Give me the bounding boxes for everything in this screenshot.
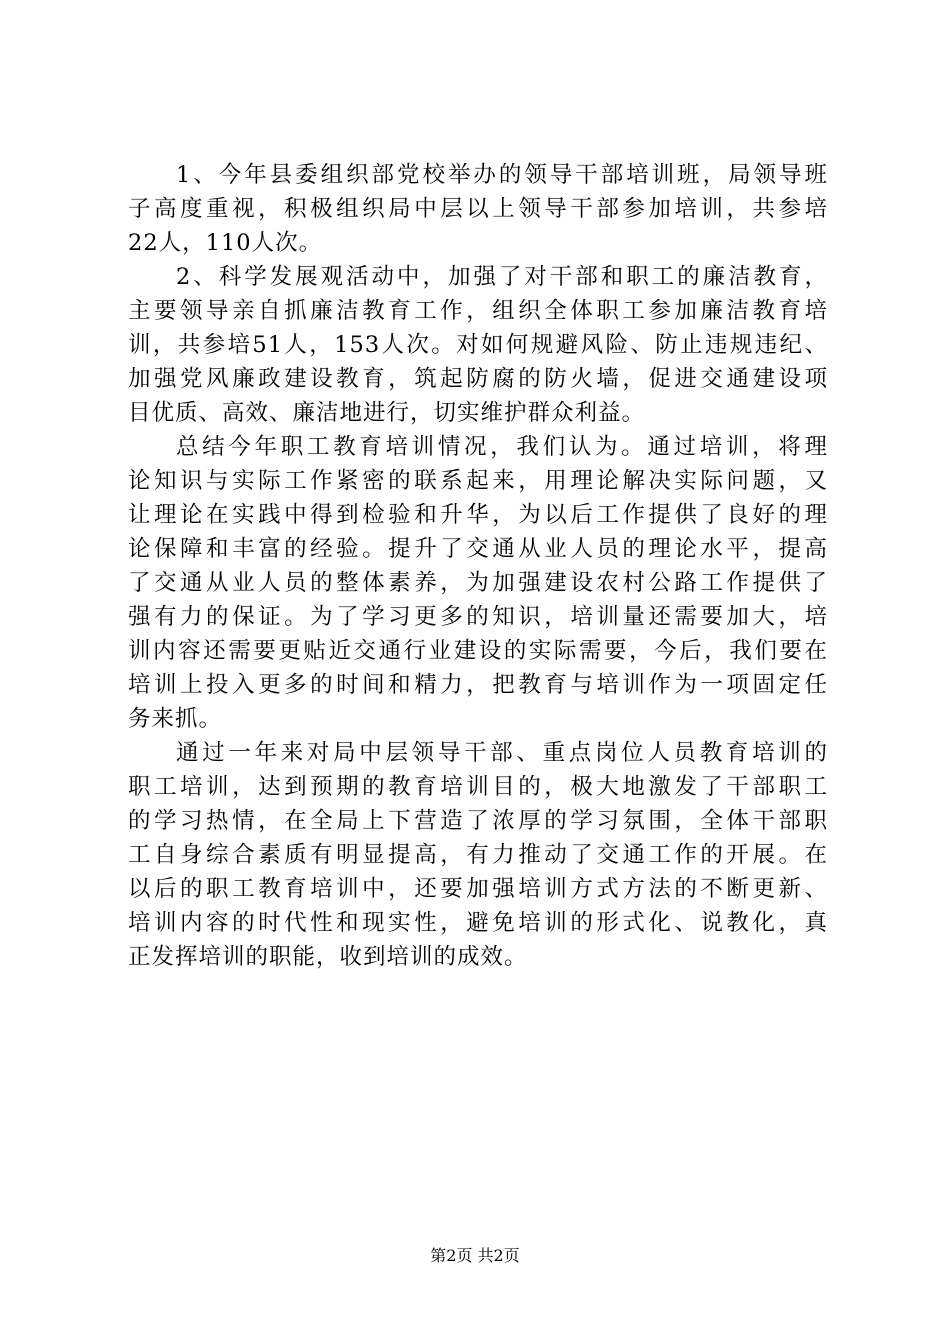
paragraph-line: 子高度重视，积极组织局中层以上领导干部参加培训，共参培 bbox=[128, 196, 828, 222]
paragraph-line: 工自身综合素质有明显提高，有力推动了交通工作的开展。在 bbox=[128, 842, 828, 868]
paragraph-line: 目优质、高效、廉洁地进行，切实维护群众利益。 bbox=[128, 400, 646, 426]
paragraph-line: 务来抓。 bbox=[128, 706, 223, 732]
paragraph-line: 22人，110人次。 bbox=[128, 230, 323, 256]
paragraph-line: 主要领导亲自抓廉洁教育工作，组织全体职工参加廉洁教育培 bbox=[128, 298, 828, 324]
paragraph-1 bbox=[128, 158, 828, 260]
paragraph-line: 培训内容的时代性和现实性，避免培训的形式化、说教化，真 bbox=[128, 910, 828, 936]
page-number-footer: 第2页 共2页 bbox=[430, 1246, 520, 1265]
paragraph-4 bbox=[128, 736, 828, 974]
paragraph-line: 的学习热情，在全局上下营造了浓厚的学习氛围，全体干部职 bbox=[128, 808, 828, 834]
paragraph-line: 1、今年县委组织部党校举办的领导干部培训班，局领导班 bbox=[176, 162, 828, 188]
document-body bbox=[128, 158, 828, 974]
paragraph-line: 论保障和丰富的经验。提升了交通从业人员的理论水平，提高 bbox=[128, 536, 828, 562]
paragraph-line: 训内容还需要更贴近交通行业建设的实际需要，今后，我们要在 bbox=[128, 638, 828, 664]
paragraph-line: 总结今年职工教育培训情况，我们认为。通过培训，将理 bbox=[176, 434, 828, 460]
paragraph-line: 论知识与实际工作紧密的联系起来，用理论解决实际问题，又 bbox=[128, 468, 828, 494]
paragraph-line: 强有力的保证。为了学习更多的知识，培训量还需要加大，培 bbox=[128, 604, 828, 630]
paragraph-line: 让理论在实践中得到检验和升华，为以后工作提供了良好的理 bbox=[128, 502, 828, 528]
paragraph-line: 了交通从业人员的整体素养，为加强建设农村公路工作提供了 bbox=[128, 570, 828, 596]
paragraph-line: 训，共参培51人，153人次。对如何规避风险、防止违规违纪、 bbox=[128, 332, 828, 358]
paragraph-line: 培训上投入更多的时间和精力，把教育与培训作为一项固定任 bbox=[128, 672, 828, 698]
paragraph-3 bbox=[128, 430, 828, 736]
paragraph-line: 以后的职工教育培训中，还要加强培训方式方法的不断更新、 bbox=[128, 876, 828, 902]
paragraph-line: 2、科学发展观活动中，加强了对干部和职工的廉洁教育， bbox=[176, 264, 828, 290]
paragraph-line: 通过一年来对局中层领导干部、重点岗位人员教育培训的 bbox=[176, 740, 828, 766]
paragraph-line: 正发挥培训的职能，收到培训的成效。 bbox=[128, 944, 528, 970]
paragraph-2 bbox=[128, 260, 828, 430]
paragraph-line: 加强党风廉政建设教育，筑起防腐的防火墙，促进交通建设项 bbox=[128, 366, 828, 392]
paragraph-line: 职工培训，达到预期的教育培训目的，极大地激发了干部职工 bbox=[128, 774, 828, 800]
